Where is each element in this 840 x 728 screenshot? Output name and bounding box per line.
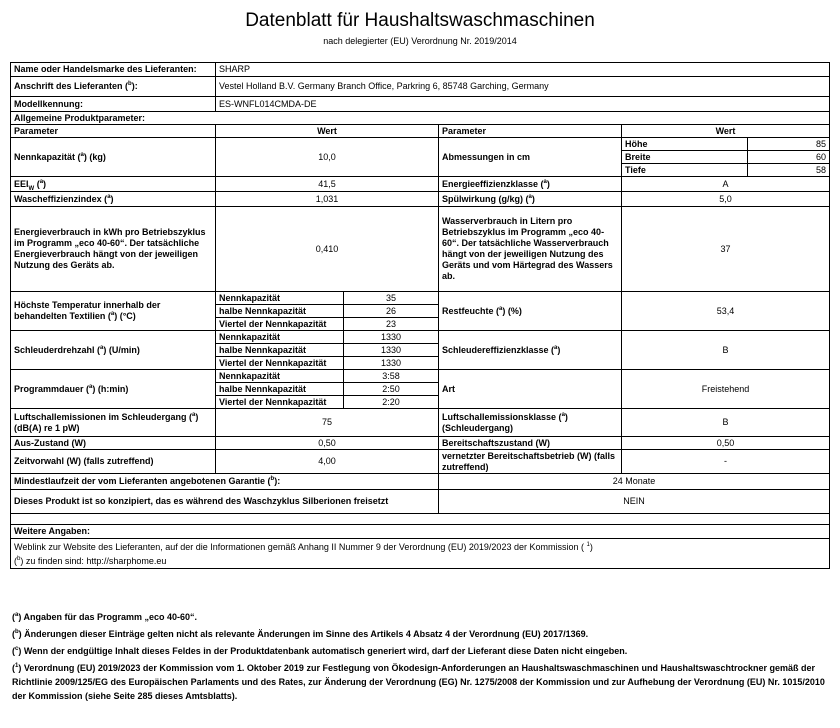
further-info-label: Weitere Angaben: bbox=[11, 525, 830, 539]
width-value: 60 bbox=[748, 151, 830, 164]
type-value: Freistehend bbox=[622, 370, 830, 409]
value-column-header: Wert bbox=[216, 125, 439, 138]
general-params-row bbox=[11, 112, 830, 125]
duration-half-value: 2:50 bbox=[344, 383, 439, 396]
model-row bbox=[11, 97, 830, 112]
spin-full-value: 1330 bbox=[344, 331, 439, 344]
off-mode-value: 0,50 bbox=[216, 437, 439, 450]
supplier-name-row bbox=[11, 63, 830, 77]
noise-row bbox=[11, 409, 830, 437]
duration-label: Programmdauer ($^a$) (h:min) bbox=[11, 370, 216, 409]
model-label: Modellkennung: bbox=[11, 97, 216, 112]
spin-speed-label: Schleuderdrehzahl ($^a$) (U/min) bbox=[11, 331, 216, 370]
standby-label: Bereitschaftszustand (W) bbox=[439, 437, 622, 450]
eei-label: $EEI_W$ ($^a$) bbox=[11, 177, 216, 192]
supplier-address-label: Anschrift des Lieferanten ( bbox=[14, 81, 129, 91]
datasheet-table bbox=[10, 62, 830, 569]
footnote-b: ($^b$) Änderungen dieser Einträge gelten nicht als relevante Änderungen im Sinne des Artikels 4 Absatz 4 der Verordnung (EU) 2017/1369. bbox=[12, 629, 589, 639]
depth-label: Tiefe bbox=[622, 164, 748, 177]
duration-full-value: 3:58 bbox=[344, 370, 439, 383]
temp-quarter-value: 23 bbox=[344, 318, 439, 331]
delay-start-value: 4,00 bbox=[216, 450, 439, 474]
rinsing-value: 5,0 bbox=[622, 192, 830, 207]
guarantee-value: 24 Monate bbox=[439, 474, 830, 490]
eei-row bbox=[11, 177, 830, 192]
temp-half-value: 26 bbox=[344, 305, 439, 318]
duration-quarter-label: Viertel der Nennkapazität bbox=[216, 396, 344, 409]
dimensions-label: Abmessungen in cm bbox=[439, 138, 622, 177]
noise-label: Luftschallemissionen im Schleudergang ($^a$) (dB(A) re 1 pW) bbox=[11, 409, 216, 437]
page-title: Datenblatt für Haushaltswaschmaschinen bbox=[245, 10, 595, 31]
spacer-row bbox=[11, 514, 830, 525]
rinsing-label: Spülwirkung (g/kg) ($^a$) bbox=[439, 192, 622, 207]
supplier-address-value: Vestel Holland B.V. Germany Branch Office, Parkring 6, 85748 Garching, Germany bbox=[216, 77, 830, 97]
width-label: Breite bbox=[622, 151, 748, 164]
moisture-label: Restfeuchte ($^a$) (%) bbox=[439, 292, 622, 331]
footnote-a: ($^a$) Angaben für das Programm „eco 40-60“. bbox=[12, 612, 198, 622]
washing-index-value: 1,031 bbox=[216, 192, 439, 207]
duration-quarter-value: 2:20 bbox=[344, 396, 439, 409]
supplier-name-value: SHARP bbox=[216, 63, 830, 77]
capacity-label: Nennkapazität ($^a$) (kg) bbox=[11, 138, 216, 177]
height-value: 85 bbox=[748, 138, 830, 151]
supplier-address-row: Anschrift des Lieferanten ($^b$): Vestel Holland B.V. Germany Branch Office, Parkring 6, 85748 Garching, Germany bbox=[11, 77, 830, 97]
delay-start-row bbox=[11, 450, 830, 474]
network-standby-value: - bbox=[622, 450, 830, 474]
capacity-row bbox=[11, 138, 830, 151]
silver-ion-label: Dieses Produkt ist so konzipiert, das es während des Waschzyklus Silberionen freisetzt bbox=[11, 490, 439, 514]
eei-value: 41,5 bbox=[216, 177, 439, 192]
noise-class-value: B bbox=[622, 409, 830, 437]
water-consumption-label: Wasserverbrauch in Litern pro Betriebszyklus im Programm „eco 40-60“. Der tatsächliche Wasserverbrauch hängt von der jeweiligen Nutzung des Geräts und vom Härtegrad des Wassers ab. bbox=[439, 207, 622, 292]
column-header-row bbox=[11, 125, 830, 138]
page-subtitle: nach delegierter (EU) Verordnung Nr. 2019/2014 bbox=[323, 36, 517, 46]
spin-half-label: halbe Nennkapazität bbox=[216, 344, 344, 357]
param-column-header-right: Parameter bbox=[439, 125, 622, 138]
noise-value: 75 bbox=[216, 409, 439, 437]
network-standby-label: vernetzter Bereitschaftsbetrieb (W) (falls zutreffend) bbox=[439, 450, 622, 474]
footnote-c: ($^c$) Wenn der endgültige Inhalt dieses Feldes in der Produktdatenbank automatisch generiert wird, darf der Lieferant diese Daten nicht eingeben. bbox=[12, 646, 628, 656]
temp-quarter-label: Viertel der Nennkapazität bbox=[216, 318, 344, 331]
type-label: Art bbox=[439, 370, 622, 409]
duration-row-full bbox=[11, 370, 830, 383]
washing-index-label: Wascheffizienzindex ($^a$) bbox=[11, 192, 216, 207]
weblink-row bbox=[11, 539, 830, 569]
general-params-label: Allgemeine Produktparameter: bbox=[11, 112, 830, 125]
washing-index-row bbox=[11, 192, 830, 207]
duration-full-label: Nennkapazität bbox=[216, 370, 344, 383]
spin-quarter-label: Viertel der Nennkapazität bbox=[216, 357, 344, 370]
param-column-header: Parameter bbox=[11, 125, 216, 138]
spin-class-value: B bbox=[622, 331, 830, 370]
footnotes bbox=[12, 610, 830, 706]
silver-ion-row bbox=[11, 490, 830, 514]
noise-class-label: Luftschallemissionsklasse ($^a$) (Schleudergang) bbox=[439, 409, 622, 437]
energy-class-value: A bbox=[622, 177, 830, 192]
silver-ion-value: NEIN bbox=[439, 490, 830, 514]
height-label: Höhe bbox=[622, 138, 748, 151]
energy-consumption-value: 0,410 bbox=[216, 207, 439, 292]
energy-consumption-label: Energieverbrauch in kWh pro Betriebszyklus im Programm „eco 40-60“. Der tatsächliche Energieverbrauch hängt von der jeweiligen Nutzung des Geräts ab. bbox=[11, 207, 216, 292]
moisture-value: 53,4 bbox=[622, 292, 830, 331]
footnote-1: ($^1$) Verordnung (EU) 2019/2023 der Kommission vom 1. Oktober 2019 zur Festlegung von Ökodesign-Anforderungen an Haushaltswaschmaschinen und Haushaltswaschtrockner gemäß der Richtlinie 2009/125/EG des Europäischen Parlaments und des Rates, zur Änderung der Verordnung (EG) Nr. 1275/2008 der Kommission und zur Aufhebung der Verordnung (EU) Nr. 1015/2010 der Kommission (siehe Seite 285 dieses Amtsblatts). bbox=[12, 663, 825, 701]
spin-row-full bbox=[11, 331, 830, 344]
guarantee-row bbox=[11, 474, 830, 490]
standby-value: 0,50 bbox=[622, 437, 830, 450]
table-gap bbox=[11, 514, 830, 525]
capacity-value: 10,0 bbox=[216, 138, 439, 177]
delay-start-label: Zeitvorwahl (W) (falls zutreffend) bbox=[11, 450, 216, 474]
temp-full-value: 35 bbox=[344, 292, 439, 305]
spin-half-value: 1330 bbox=[344, 344, 439, 357]
power-state-row bbox=[11, 437, 830, 450]
water-consumption-value: 37 bbox=[622, 207, 830, 292]
supplier-name-label: Name oder Handelsmarke des Lieferanten: bbox=[11, 63, 216, 77]
value-column-header-right: Wert bbox=[622, 125, 830, 138]
spin-full-label: Nennkapazität bbox=[216, 331, 344, 344]
temperature-label: Höchste Temperatur innerhalb der behandelten Textilien ($^a$) (°C) bbox=[11, 292, 216, 331]
spin-class-label: Schleudereffizienzklasse ($^a$) bbox=[439, 331, 622, 370]
duration-half-label: halbe Nennkapazität bbox=[216, 383, 344, 396]
spin-quarter-value: 1330 bbox=[344, 357, 439, 370]
model-value: ES-WNFL014CMDA-DE bbox=[216, 97, 830, 112]
temp-row-full bbox=[11, 292, 830, 305]
temp-half-label: halbe Nennkapazität bbox=[216, 305, 344, 318]
guarantee-label: Mindestlaufzeit der vom Lieferanten angebotenen Garantie ($^b$): bbox=[11, 474, 439, 490]
off-mode-label: Aus-Zustand (W) bbox=[11, 437, 216, 450]
energy-class-label: Energieeffizienzklasse ($^a$) bbox=[439, 177, 622, 192]
temp-full-label: Nennkapazität bbox=[216, 292, 344, 305]
consumption-row bbox=[11, 207, 830, 292]
further-info-row bbox=[11, 525, 830, 539]
depth-value: 58 bbox=[748, 164, 830, 177]
weblink-text: Weblink zur Website des Lieferanten, auf der die Informationen gemäß Anhang II Nummer 9 der Verordnung (EU) 2019/2023 der Kommission ( $^1$) ($^b$) zu finden sind: http://sharphome.eu bbox=[11, 539, 830, 569]
